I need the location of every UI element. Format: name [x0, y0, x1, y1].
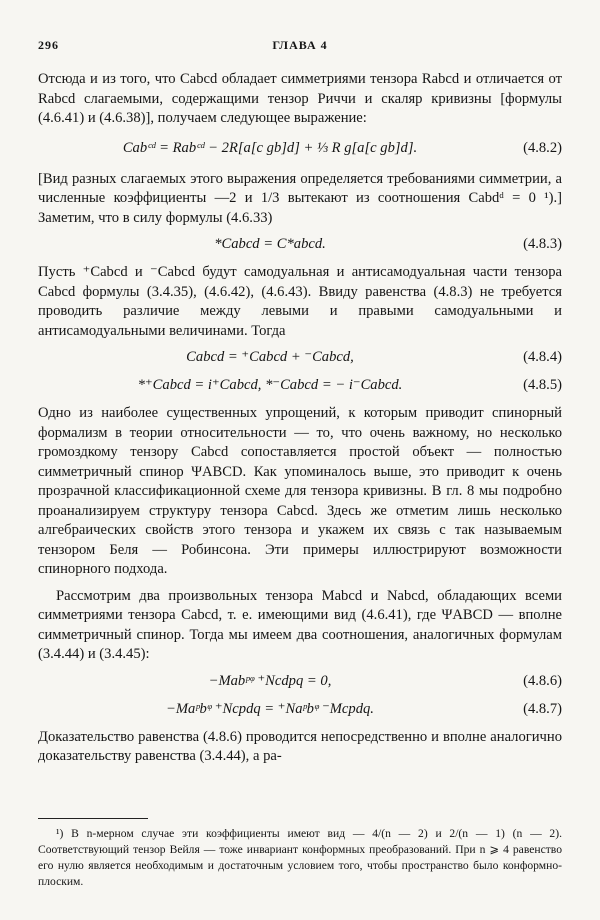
equation-number: (4.8.3): [523, 236, 562, 252]
equation-4-8-7: [38, 697, 562, 721]
equation-number: (4.8.6): [523, 672, 562, 689]
equation-number: (4.8.7): [523, 700, 562, 717]
paragraph-6: Доказательство равенства (4.8.6) проводится непосредственно и вполне аналогично доказательству равенства (3.4.44), а ра-: [38, 728, 562, 764]
paragraph-5: Рассмотрим два произвольных тензора Mabcd и Nabcd, обладающих всеми симметриями тензора Cabcd, т. е. имеющими вид (4.6.41), где ΨABCD — вполне симметричный спинор. Тогда мы имеем два соотношения, аналогичных формулам (3.4.44) и (3.4.45):: [38, 587, 562, 662]
equation-number: (4.8.5): [523, 377, 562, 393]
page-number: 296: [38, 38, 59, 52]
equation-formula: Cabcd = ⁺Cabcd + ⁻Cabcd,: [186, 349, 354, 365]
footnote-rule: [38, 818, 148, 819]
chapter-title: ГЛАВА 4: [272, 38, 328, 52]
equation-4-8-3: [38, 232, 562, 256]
equation-formula: *Cabcd = C*abcd.: [214, 236, 326, 252]
equation-formula: −Mabᵖᵠ ⁺Ncdpq = 0,: [208, 672, 332, 689]
paragraph-1: Отсюда и из того, что Cabcd обладает симметриями тензора Rabcd и отличается от Rabcd слагаемыми, содержащими тензор Риччи и скаляр кривизны [формулы (4.6.41) и (4.6.38)], получаем следующее выражение:: [38, 71, 562, 126]
equation-number: (4.8.4): [523, 349, 562, 365]
equation-formula: *⁺Cabcd = i⁺Cabcd, *⁻Cabcd = − i⁻Cabcd.: [137, 377, 403, 393]
equation-4-8-5: [38, 373, 562, 397]
footnote-text: ¹) В n-мерном случае эти коэффициенты имеют вид — 4/(n — 2) и 2/(n — 1) (n — 2). Соответствующий тензор Вейля — тоже инвариант конформных преобразований. При n ⩾ 4 равенство его нулю является необходимым и достаточным условием того, чтобы пространство было конформно-плоским.: [38, 827, 562, 888]
equation-number: (4.8.2): [523, 139, 562, 156]
equation-formula: −Maᵖbᵠ ⁺Ncpdq = ⁺Naᵖbᵠ ⁻Mcpdq.: [166, 700, 374, 717]
footnote: [38, 826, 562, 890]
paragraph-3: Пусть ⁺Cabcd и ⁻Cabcd будут самодуальная и антисамодуальная части тензора Cabcd формулы (3.4.35), (4.6.42), (4.6.43). Ввиду равенства (4.8.3) не требуется проводить различие между левыми и правыми самодуальными и антисамодуальными величинами. Тогда: [38, 264, 562, 339]
paragraph-4: Одно из наиболее существенных упрощений, к которым приводит спинорный формализм в теории относительности — то, что очень важному, но несколько громоздкому тензору Cabcd сопоставляется простой объект — полностью симметричный спинор ΨABCD. Как упоминалось выше, это приводит к очень прозрачной классификационной схеме для тензора кривизны. В гл. 8 мы подробно проанализируем структуру тензора Cabcd. Здесь же отметим лишь несколько алгебраических свойств этого тензора и укажем их связь с так называемым тензором Беля — Робинсона. Эти примеры иллюстрируют возможности спинорного подхода.: [38, 405, 562, 577]
equation-formula: Cabᶜᵈ = Rabᶜᵈ − 2R[a[c gb]d] + ⅓ R g[a[c gb]d].: [122, 139, 418, 156]
equation-4-8-4: [38, 345, 562, 369]
equation-4-8-6: [38, 669, 562, 693]
equation-4-8-2: [38, 133, 562, 163]
main-text: [38, 70, 562, 767]
paragraph-2: [Вид разных слагаемых этого выражения определяется требованиями симметрии, а численные коэффициенты —2 и 1/3 вытекают из соотношения Cabdᵈ = 0 ¹).] Заметим, что в силу формулы (4.6.33): [38, 170, 562, 226]
